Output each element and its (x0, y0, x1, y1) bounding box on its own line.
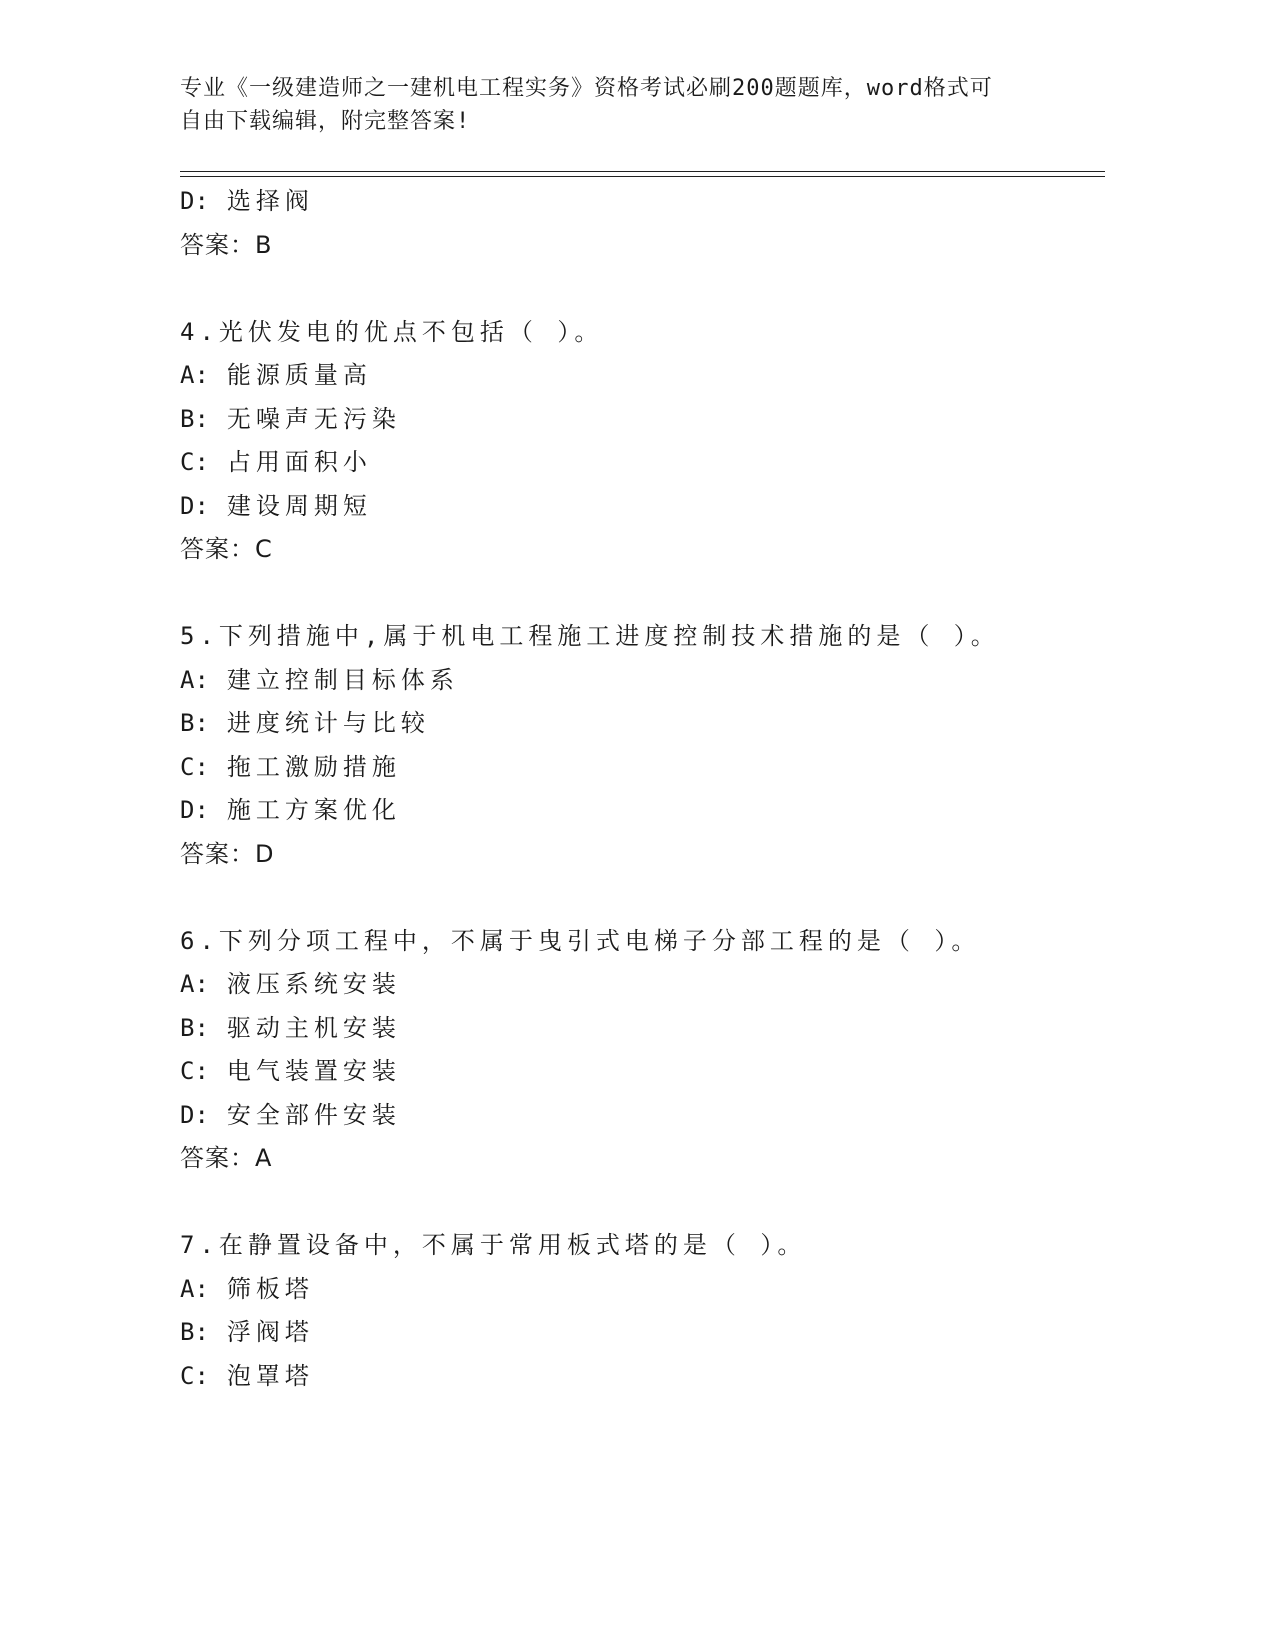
question-list (180, 180, 1120, 1398)
option-text: 占用面积小 (226, 448, 372, 476)
option-a (180, 659, 1120, 703)
option-d (180, 180, 1120, 224)
option-d (180, 1094, 1120, 1138)
option-d (180, 789, 1120, 833)
option-text: 安全部件安装 (226, 1100, 401, 1129)
option-text: 建立控制目标体系 (226, 665, 459, 694)
option-c (180, 441, 1120, 485)
answer-line: 答案：B (180, 230, 273, 259)
option-label: A: (180, 970, 209, 998)
spacer (180, 876, 1120, 920)
option-label: A: (180, 1274, 209, 1303)
option-text: 浮阀塔 (226, 1318, 314, 1346)
option-b (180, 1311, 1120, 1355)
question-stem: 4.光伏发电的优点不包括（ ）。 (180, 317, 604, 346)
option-c (180, 746, 1120, 790)
option-label: D: (180, 491, 209, 520)
option-text: 施工方案优化 (226, 796, 401, 824)
header-divider-bottom (180, 176, 1105, 177)
option-label: C: (180, 448, 209, 476)
header-divider-top (180, 171, 1105, 172)
option-a (180, 1268, 1120, 1312)
option-a (180, 354, 1120, 398)
option-b (180, 1007, 1120, 1051)
option-label: A: (180, 361, 209, 389)
option-label: D: (180, 187, 209, 215)
option-label: B: (180, 709, 209, 737)
question-stem: 6.下列分项工程中，不属于曳引式电梯子分部工程的是（ ）。 (180, 926, 981, 955)
option-text: 电气装置安装 (226, 1057, 401, 1085)
option-text: 建设周期短 (226, 491, 372, 520)
option-c (180, 1355, 1120, 1399)
header-line-1: 专业《一级建造师之一建机电工程实务》资格考试必刷200题题库，word格式可 (180, 76, 993, 101)
option-label: A: (180, 665, 209, 694)
option-label: C: (180, 752, 209, 781)
option-label: D: (180, 1100, 209, 1129)
option-label: B: (180, 1013, 209, 1042)
spacer (180, 1181, 1120, 1225)
option-b (180, 702, 1120, 746)
answer-line: 答案：C (180, 535, 273, 563)
option-label: B: (180, 1318, 209, 1346)
question-stem: 5.下列措施中,属于机电工程施工进度控制技术措施的是（ ）。 (180, 622, 1000, 650)
option-text: 进度统计与比较 (226, 709, 430, 737)
spacer (180, 572, 1120, 616)
option-text: 选择阀 (226, 187, 314, 215)
option-b (180, 398, 1120, 442)
option-text: 拖工激励措施 (226, 752, 401, 781)
question-stem: 7.在静置设备中，不属于常用板式塔的是（ ）。 (180, 1231, 807, 1259)
answer-line: 答案：A (180, 1144, 273, 1172)
option-text: 无噪声无污染 (226, 404, 401, 433)
spacer (180, 267, 1120, 311)
option-text: 能源质量高 (226, 361, 372, 389)
option-text: 驱动主机安装 (226, 1013, 401, 1042)
option-label: C: (180, 1057, 209, 1085)
option-text: 筛板塔 (226, 1274, 314, 1303)
document-header (180, 72, 1040, 138)
option-label: C: (180, 1361, 209, 1390)
header-line-2: 自由下载编辑，附完整答案! (180, 109, 471, 134)
option-text: 液压系统安装 (226, 970, 401, 998)
answer-line: 答案：D (180, 839, 275, 868)
option-d (180, 485, 1120, 529)
option-label: B: (180, 404, 209, 433)
option-c (180, 1050, 1120, 1094)
option-text: 泡罩塔 (226, 1361, 314, 1390)
option-label: D: (180, 796, 209, 824)
option-a (180, 963, 1120, 1007)
